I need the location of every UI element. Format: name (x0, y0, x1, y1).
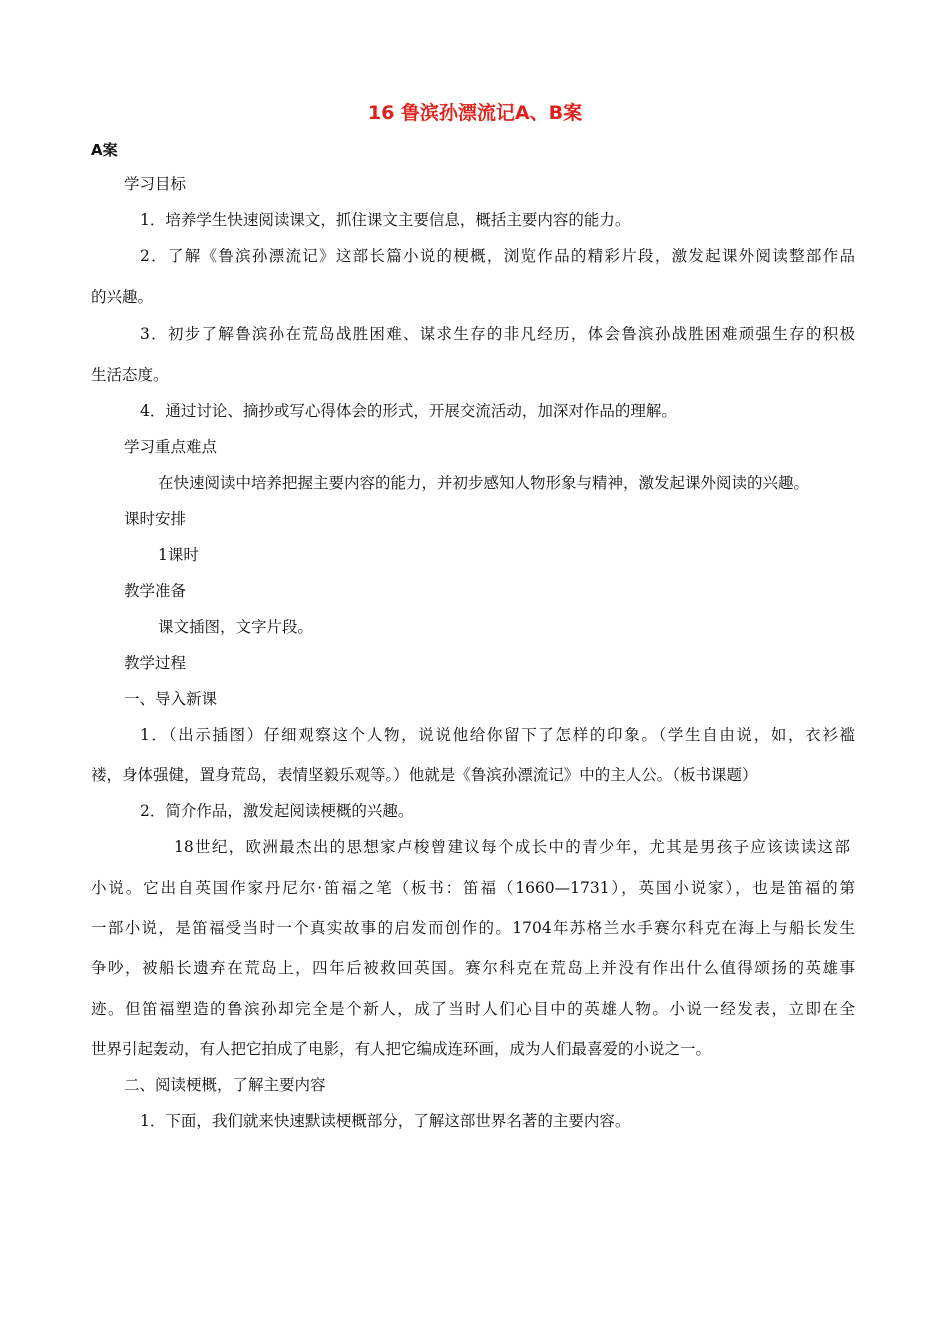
objective-3-line-1: 3．初步了解鲁滨孙在荒岛战胜困难、谋求生存的非凡经历，体会鲁滨孙战胜困难顽强生存的积极 (140, 325, 855, 343)
part-1-step-1-line-2: 褛，身体强健，置身荒岛，表情坚毅乐观等。）他就是《鲁滨孙漂流记》中的主人公。（板书课题） (91, 766, 758, 784)
intro-paragraph-line-4: 争吵，被船长遗弃在荒岛上，四年后被救回英国。赛尔科克在荒岛上并没有作出什么值得颂扬的英雄事 (91, 959, 855, 977)
schedule-text: 1课时 (158, 546, 199, 564)
part-2-heading: 二、阅读梗概，了解主要内容 (124, 1076, 326, 1094)
objective-2-line-1: 2．了解《鲁滨孙漂流记》这部长篇小说的梗概，浏览作品的精彩片段，激发起课外阅读整部作品 (140, 247, 855, 265)
section-heading: A案 (91, 141, 118, 159)
objectives-heading: 学习目标 (124, 175, 187, 193)
process-heading: 教学过程 (124, 654, 187, 672)
part-2-step-1: 1．下面，我们就来快速默读梗概部分，了解这部世界名著的主要内容。 (140, 1112, 631, 1130)
key-points-text: 在快速阅读中培养把握主要内容的能力，并初步感知人物形象与精神，激发起课外阅读的兴趣。 (158, 474, 810, 492)
preparation-text: 课文插图，文字片段。 (158, 618, 314, 636)
part-1-heading: 一、导入新课 (124, 690, 218, 708)
objective-4: 4．通过讨论、摘抄或写心得体会的形式，开展交流活动，加深对作品的理解。 (140, 402, 677, 420)
intro-paragraph-line-2: 小说。它出自英国作家丹尼尔·笛福之笔（板书：笛福（1660—1731），英国小说家），也是笛福的第 (91, 879, 855, 897)
objective-1: 1．培养学生快速阅读课文，抓住课文主要信息，概括主要内容的能力。 (140, 211, 631, 229)
preparation-heading: 教学准备 (124, 582, 187, 600)
intro-paragraph-line-1: 18世纪，欧洲最杰出的思想家卢梭曾建议每个成长中的青少年，尤其是男孩子应该读读这部 (174, 838, 850, 856)
intro-paragraph-line-6: 世界引起轰动，有人把它拍成了电影，有人把它编成连环画，成为人们最喜爱的小说之一。 (91, 1040, 712, 1058)
schedule-heading: 课时安排 (124, 510, 187, 528)
objective-3-line-2: 生活态度。 (91, 366, 169, 384)
key-points-heading: 学习重点难点 (124, 438, 218, 456)
intro-paragraph-line-3: 一部小说，是笛福受当时一个真实故事的启发而创作的。1704年苏格兰水手赛尔科克在海上与船长发生 (91, 919, 855, 937)
objective-2-line-2: 的兴趣。 (91, 288, 154, 306)
part-1-step-2: 2．简介作品，激发起阅读梗概的兴趣。 (140, 802, 414, 820)
intro-paragraph-line-5: 迹。但笛福塑造的鲁滨孙却完全是个新人，成了当时人们心目中的英雄人物。小说一经发表，立即在全 (91, 1000, 855, 1018)
part-1-step-1-line-1: 1．（出示插图）仔细观察这个人物，说说他给你留下了怎样的印象。（学生自由说，如，衣衫褴 (140, 726, 855, 744)
page-title: 16 鲁滨孙漂流记A、B案 (367, 102, 583, 124)
